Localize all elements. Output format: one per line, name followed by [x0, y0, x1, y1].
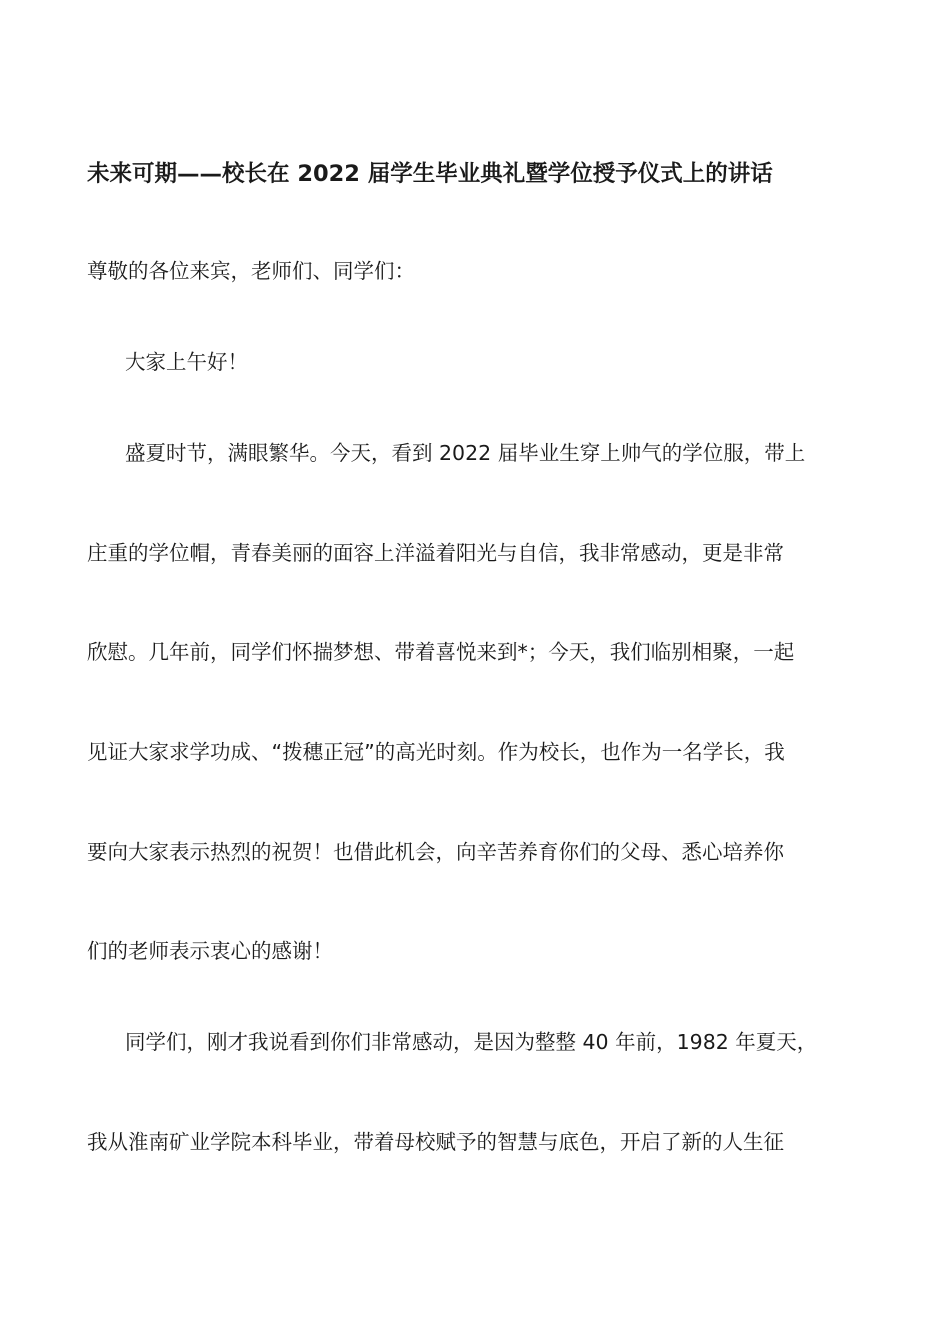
paragraph-2-line-2: 我从淮南矿业学院本科毕业，带着母校赋予的智慧与底色，开启了新的人生征 — [87, 1130, 784, 1154]
paragraph-1-line-1: 盛夏时节，满眼繁华。今天，看到 2022 届毕业生穿上帅气的学位服，带上 — [125, 441, 806, 465]
paragraph-1-line-4: 见证大家求学功成、“拨穗正冠”的高光时刻。作为校长，也作为一名学长，我 — [87, 740, 785, 764]
paragraph-2-line-1: 同学们，刚才我说看到你们非常感动，是因为整整 40 年前，1982 年夏天， — [125, 1030, 818, 1054]
document-title: 未来可期——校长在 2022 届学生毕业典礼暨学位授予仪式上的讲话 — [87, 161, 773, 187]
salutation: 尊敬的各位来宾，老师们、同学们： — [87, 259, 415, 283]
paragraph-1-line-3: 欣慰。几年前，同学们怀揣梦想、带着喜悦来到*；今天，我们临别相聚，一起 — [87, 640, 795, 664]
paragraph-1-line-2: 庄重的学位帽，青春美丽的面容上洋溢着阳光与自信，我非常感动，更是非常 — [87, 541, 784, 565]
paragraph-1-line-5: 要向大家表示热烈的祝贺！也借此机会，向辛苦养育你们的父母、悉心培养你 — [87, 840, 784, 864]
greeting: 大家上午好！ — [125, 350, 248, 374]
paragraph-1-line-6: 们的老师表示衷心的感谢！ — [87, 939, 333, 963]
